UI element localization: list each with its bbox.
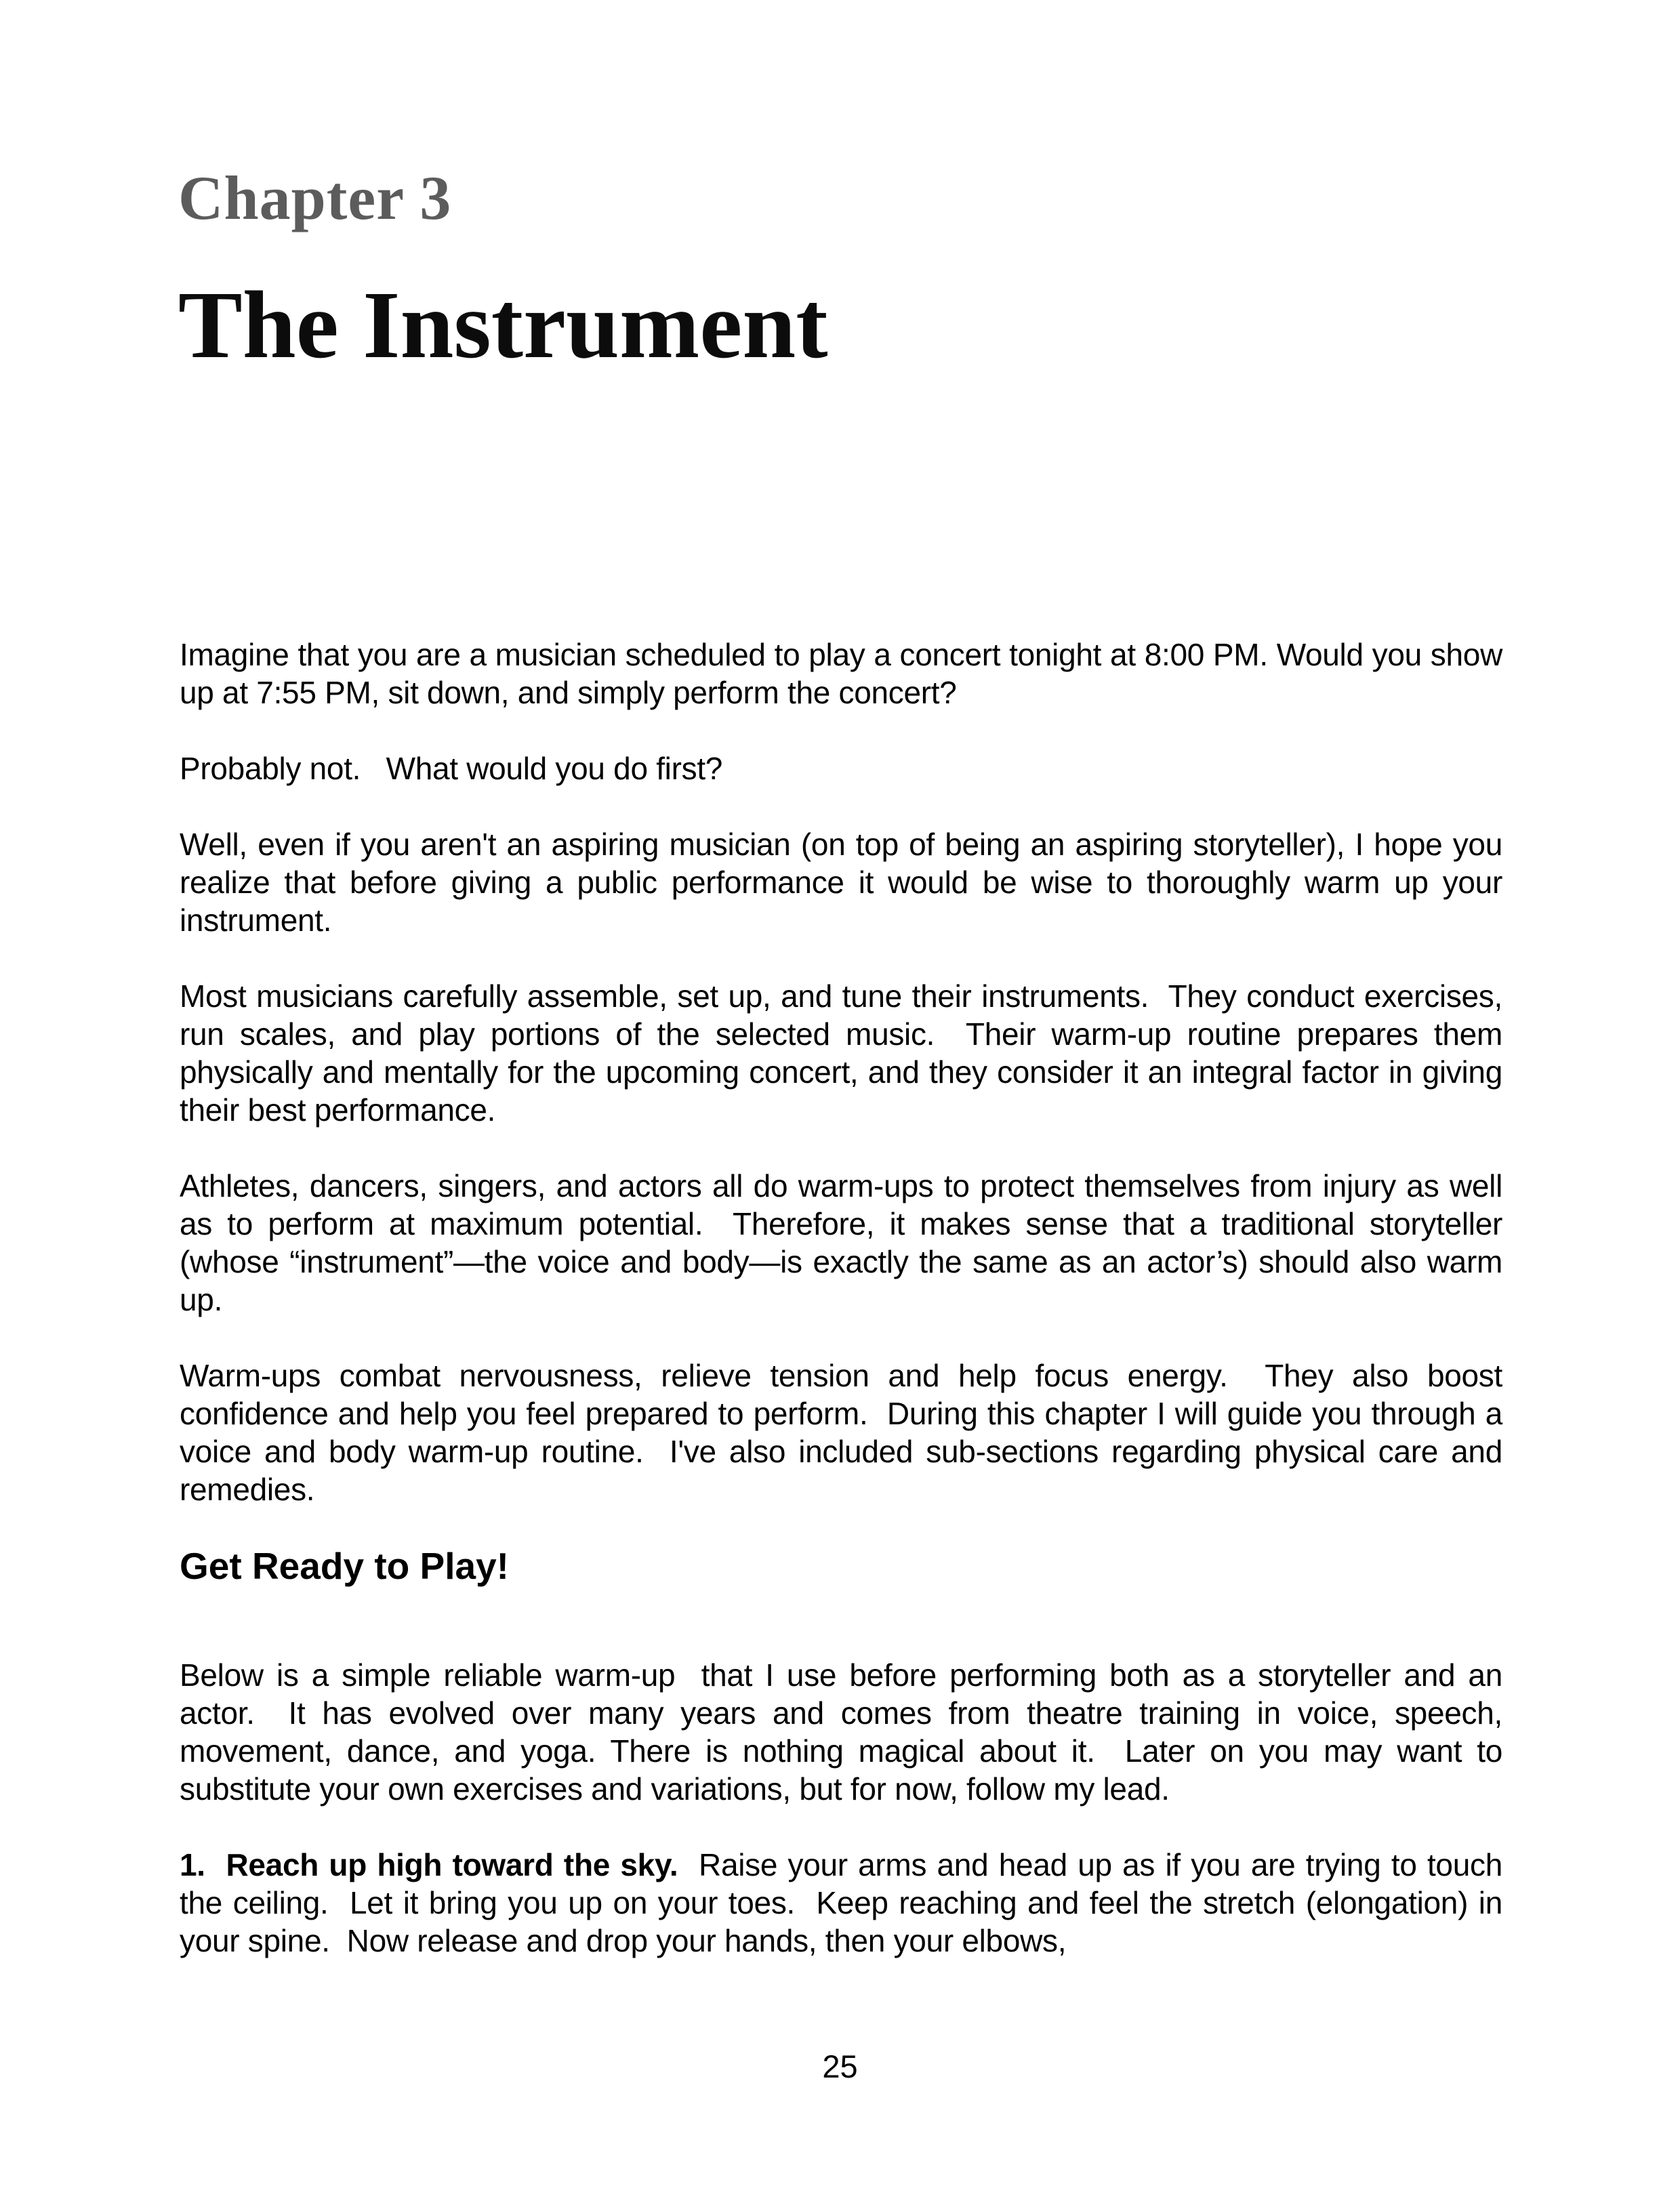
- chapter-title: The Instrument: [178, 271, 828, 378]
- paragraph-below-is: Below is a simple reliable warm-up that I use before performing both as a storyteller and an actor. It has evolved over many years and comes from theatre training in voice, speech, movement, dance, and yoga. There is nothing magical about it. Later on you may want to substitute your own exercises and variations, but for now, follow my lead.: [180, 1657, 1502, 1807]
- step-1-text: Raise your arms and head up as if you are trying to touch the ceiling. Let it bring you up on your toes. Keep reaching and feel the stretch (elongation) in your spine. Now release and drop your hands, then your elbows,: [180, 1847, 1502, 1958]
- paragraph-athletes: Athletes, dancers, singers, and actors all do warm-ups to protect themselves from injury as well as to perform at maximum potential. Therefore, it makes sense that a traditional storyteller (whose “instrument”—the voice and body—is exactly the same as an actor’s) should also warm up.: [180, 1168, 1502, 1317]
- step-1-lead: 1. Reach up high toward the sky.: [180, 1847, 678, 1882]
- body-text: [180, 636, 1502, 1998]
- page-number: 25: [822, 2048, 858, 2084]
- paragraph-most-musicians: Most musicians carefully assemble, set up, and tune their instruments. They conduct exercises, run scales, and play portions of the selected music. Their warm-up routine prepares them physically and mentally for the upcoming concert, and they consider it an integral factor in giving their best performance.: [180, 978, 1502, 1128]
- section-heading-get-ready: Get Ready to Play!: [180, 1545, 509, 1587]
- paragraph-well-even-if: Well, even if you aren't an aspiring musician (on top of being an aspiring storyteller), I hope you realize that before giving a public performance it would be wise to thoroughly warm up your instrument.: [180, 827, 1502, 938]
- paragraph-warm-ups-combat: Warm-ups combat nervousness, relieve tension and help focus energy. They also boost confidence and help you feel prepared to perform. During this chapter I will guide you through a voice and body warm-up routine. I've also included sub-sections regarding physical care and remedies.: [180, 1358, 1502, 1507]
- page-footer: [0, 2048, 1680, 2086]
- paragraph-probably-not: Probably not. What would you do first?: [180, 751, 723, 786]
- chapter-label: Chapter 3: [178, 163, 452, 232]
- numbered-step-1: [180, 1846, 1502, 1960]
- paragraph-imagine: Imagine that you are a musician scheduled to play a concert tonight at 8:00 PM. Would you show up at 7:55 PM, sit down, and simply perform the concert?: [180, 637, 1502, 710]
- page-header: [178, 163, 828, 378]
